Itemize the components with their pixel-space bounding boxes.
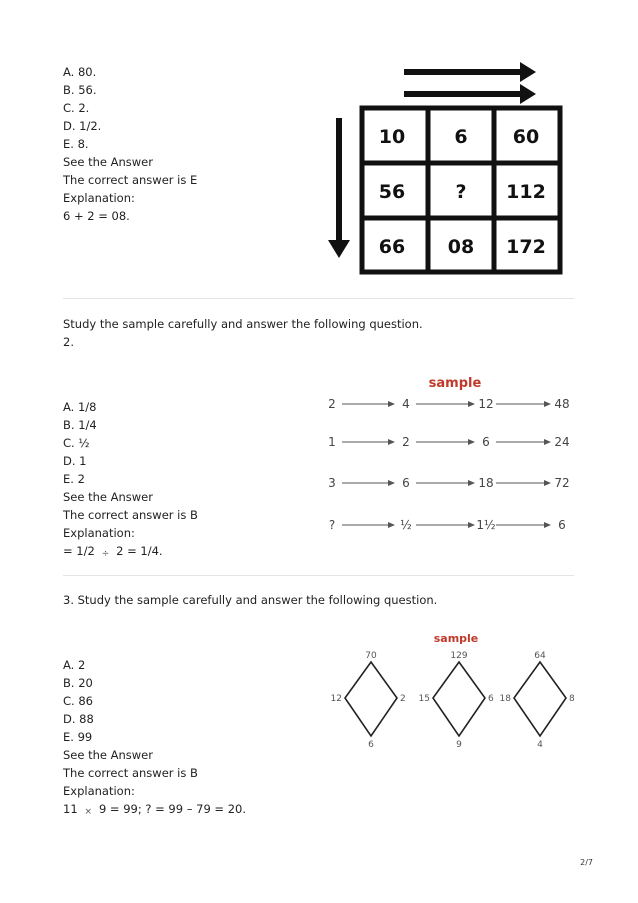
divider [63, 298, 574, 299]
q1-option-c: C. 2. [63, 101, 90, 115]
q3-sample-title: sample [433, 632, 479, 645]
divider [63, 575, 574, 576]
sample-number: 48 [554, 397, 570, 411]
q3-option-e: E. 99 [63, 730, 93, 744]
q2-number: 2. [63, 335, 74, 349]
q1-option-e: E. 8. [63, 137, 89, 151]
operator-icon: ÷ [101, 549, 110, 559]
sample-number: 6 [402, 476, 410, 490]
q1-see-answer-link[interactable]: See the Answer [63, 155, 153, 169]
q3-explanation [63, 800, 246, 821]
q3-explanation-part-b: 9 = 99; ? = 99 – 79 = 20. [98, 802, 246, 816]
sample-number: 72 [554, 476, 570, 490]
diamond-left-number: 12 [330, 694, 342, 704]
sample-number: 6 [482, 435, 490, 449]
right-arrow-icon [404, 62, 536, 104]
diamond-right-number: 2 [400, 694, 406, 704]
q3-prompt: 3. Study the sample carefully and answer the following question. [63, 593, 438, 607]
q3-option-b: B. 20 [63, 676, 93, 690]
q2-option-c: C. ½ [63, 436, 90, 450]
sample-number: 12 [478, 397, 494, 411]
grid-cell: 10 [378, 126, 406, 148]
q3-sample-figure [318, 628, 580, 758]
sample-number: 24 [554, 435, 570, 449]
grid-cell: ? [455, 181, 467, 203]
q2-explanation-part-a: = 1/2 [63, 544, 95, 558]
diamond-shape [433, 662, 485, 736]
sample-number: 1½ [476, 518, 496, 532]
diamond-bottom-number: 4 [537, 740, 543, 750]
sample-number: 2 [402, 435, 410, 449]
diamond-left-number: 15 [418, 694, 430, 704]
diamond-shape [345, 662, 397, 736]
q2-correct-answer: The correct answer is B [63, 508, 198, 522]
q2-sample-title: sample [428, 376, 482, 391]
sample-number: ½ [400, 518, 412, 532]
q2-explanation-part-b: 2 = 1/4. [116, 544, 163, 558]
sample-number: ? [328, 518, 336, 532]
sample-number: 1 [328, 435, 336, 449]
sample-number: 2 [328, 397, 336, 411]
q3-see-answer-link[interactable]: See the Answer [63, 748, 153, 762]
q2-option-d: D. 1 [63, 454, 87, 468]
q3-correct-answer: The correct answer is B [63, 766, 198, 780]
diamond-bottom-number: 6 [368, 740, 374, 750]
q2-option-b: B. 1/4 [63, 418, 97, 432]
q2-sample-figure [318, 372, 578, 540]
diamond-top-number: 129 [450, 651, 468, 661]
q1-option-a: A. 80. [63, 65, 97, 79]
diamond-left-number: 18 [499, 694, 511, 704]
q3-option-c: C. 86 [63, 694, 93, 708]
q3-explanation-label: Explanation: [63, 784, 135, 798]
q2-option-e: E. 2 [63, 472, 85, 486]
grid-cell: 60 [512, 126, 540, 148]
diamond-right-number: 6 [488, 694, 494, 704]
operator-icon: × [84, 807, 93, 817]
diamond-bottom-number: 9 [456, 740, 462, 750]
q1-number-grid-figure [320, 62, 565, 282]
sample-number: 3 [328, 476, 336, 490]
page-number: 2/7 [580, 858, 593, 867]
grid-cell: 08 [447, 236, 475, 258]
q2-explanation-label: Explanation: [63, 526, 135, 540]
diamond-top-number: 70 [365, 651, 377, 661]
q1-option-d: D. 1/2. [63, 119, 102, 133]
grid-cell: 172 [506, 236, 546, 258]
grid-cell: 112 [506, 181, 546, 203]
diamond-top-number: 64 [534, 651, 546, 661]
q3-option-d: D. 88 [63, 712, 94, 726]
sample-number: 4 [402, 397, 410, 411]
diamond-right-number: 8 [569, 694, 575, 704]
q1-explanation-label: Explanation: [63, 191, 135, 205]
q2-see-answer-link[interactable]: See the Answer [63, 490, 153, 504]
grid-cell: 56 [378, 181, 406, 203]
sample-number: 18 [478, 476, 494, 490]
down-arrow-icon [328, 118, 350, 258]
q3-explanation-part-a: 11 [63, 802, 78, 816]
q3-option-a: A. 2 [63, 658, 86, 672]
grid-cell: 66 [378, 236, 406, 258]
diamond-shape [514, 662, 566, 736]
sample-number: 6 [558, 518, 566, 532]
q2-option-a: A. 1/8 [63, 400, 97, 414]
q2-prompt: Study the sample carefully and answer the following question. [63, 317, 423, 331]
grid-cell: 6 [454, 126, 468, 148]
q2-explanation [63, 542, 163, 563]
q1-option-b: B. 56. [63, 83, 97, 97]
q1-correct-answer: The correct answer is E [63, 173, 198, 187]
q1-explanation: 6 + 2 = 08. [63, 209, 130, 223]
